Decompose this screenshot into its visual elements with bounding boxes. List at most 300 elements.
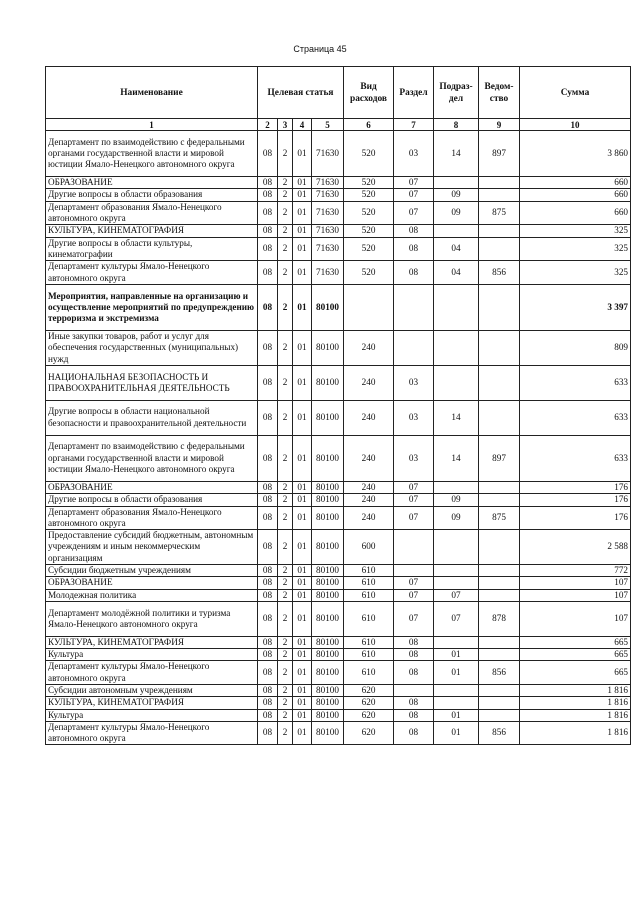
section-cell: 08 <box>394 661 434 685</box>
row-name: Субсидии бюджетным учреждениям <box>46 564 258 576</box>
amount-cell: 107 <box>520 589 631 601</box>
table-row <box>46 189 631 201</box>
section-cell: 08 <box>394 237 434 261</box>
row-name: Другие вопросы в области национальной безопасности и правоохранительной деятельности <box>46 400 258 435</box>
amount-cell: 660 <box>520 189 631 201</box>
department-cell <box>479 649 520 661</box>
target-code-3: 01 <box>293 261 312 285</box>
amount-cell: 633 <box>520 400 631 435</box>
subsection-cell <box>434 564 479 576</box>
target-code-1: 08 <box>258 661 278 685</box>
subsection-cell <box>434 365 479 400</box>
department-cell: 878 <box>479 601 520 636</box>
target-code-4: 80100 <box>312 530 344 565</box>
subsection-cell <box>434 331 479 366</box>
department-cell <box>479 400 520 435</box>
row-name: Департамент культуры Ямало-Ненецкого автономного округа <box>46 721 258 745</box>
header-target: Целевая статья <box>258 67 344 119</box>
target-code-2: 2 <box>278 577 293 589</box>
expense-type-cell: 610 <box>344 564 394 576</box>
target-code-2: 2 <box>278 131 293 177</box>
header-section: Раздел <box>394 67 434 119</box>
table-row <box>46 201 631 225</box>
row-name: Молодежная политика <box>46 589 258 601</box>
target-code-2: 2 <box>278 530 293 565</box>
column-number: 6 <box>344 119 394 131</box>
department-cell: 856 <box>479 661 520 685</box>
target-code-4: 80100 <box>312 649 344 661</box>
table-row <box>46 564 631 576</box>
target-code-4: 80100 <box>312 661 344 685</box>
row-name: Иные закупки товаров, работ и услуг для обеспечения государственных (муниципальных) нужд <box>46 331 258 366</box>
target-code-4: 80100 <box>312 721 344 745</box>
row-name: Другие вопросы в области образования <box>46 189 258 201</box>
section-cell: 07 <box>394 177 434 189</box>
target-code-4: 80100 <box>312 684 344 696</box>
row-name: КУЛЬТУРА, КИНЕМАТОГРАФИЯ <box>46 225 258 237</box>
target-code-4: 71630 <box>312 237 344 261</box>
target-code-1: 08 <box>258 649 278 661</box>
target-code-1: 08 <box>258 284 278 330</box>
header-subsection: Подраз-дел <box>434 67 479 119</box>
amount-cell: 665 <box>520 636 631 648</box>
subsection-cell: 01 <box>434 721 479 745</box>
target-code-4: 80100 <box>312 709 344 721</box>
table-row <box>46 601 631 636</box>
section-cell <box>394 684 434 696</box>
target-code-1: 08 <box>258 131 278 177</box>
amount-cell: 665 <box>520 649 631 661</box>
table-row <box>46 506 631 530</box>
header-row <box>46 67 631 119</box>
row-name: Другие вопросы в области культуры, кинематографии <box>46 237 258 261</box>
expense-type-cell: 620 <box>344 709 394 721</box>
target-code-2: 2 <box>278 601 293 636</box>
amount-cell: 325 <box>520 261 631 285</box>
column-number: 10 <box>520 119 631 131</box>
target-code-3: 01 <box>293 331 312 366</box>
header-amount: Сумма <box>520 67 631 119</box>
expense-type-cell: 240 <box>344 331 394 366</box>
section-cell <box>394 530 434 565</box>
section-cell: 08 <box>394 649 434 661</box>
target-code-2: 2 <box>278 506 293 530</box>
target-code-2: 2 <box>278 435 293 481</box>
department-cell <box>479 177 520 189</box>
subsection-cell: 01 <box>434 649 479 661</box>
expense-type-cell: 610 <box>344 577 394 589</box>
amount-cell: 660 <box>520 177 631 189</box>
target-code-3: 01 <box>293 649 312 661</box>
target-code-2: 2 <box>278 494 293 506</box>
target-code-3: 01 <box>293 721 312 745</box>
target-code-4: 80100 <box>312 589 344 601</box>
section-cell: 08 <box>394 261 434 285</box>
row-name: Департамент образования Ямало-Ненецкого автономного округа <box>46 201 258 225</box>
target-code-3: 01 <box>293 697 312 709</box>
column-number: 4 <box>293 119 312 131</box>
expense-type-cell: 520 <box>344 189 394 201</box>
target-code-1: 08 <box>258 530 278 565</box>
table-row <box>46 709 631 721</box>
target-code-4: 71630 <box>312 189 344 201</box>
target-code-1: 08 <box>258 177 278 189</box>
department-cell: 875 <box>479 201 520 225</box>
department-cell <box>479 365 520 400</box>
column-number: 5 <box>312 119 344 131</box>
section-cell: 03 <box>394 435 434 481</box>
amount-cell: 1 816 <box>520 721 631 745</box>
amount-cell: 176 <box>520 506 631 530</box>
header-expense-type: Вид расходов <box>344 67 394 119</box>
table-row <box>46 177 631 189</box>
section-cell: 03 <box>394 365 434 400</box>
target-code-4: 80100 <box>312 400 344 435</box>
target-code-3: 01 <box>293 284 312 330</box>
row-name: ОБРАЗОВАНИЕ <box>46 177 258 189</box>
row-name: КУЛЬТУРА, КИНЕМАТОГРАФИЯ <box>46 636 258 648</box>
section-cell: 03 <box>394 131 434 177</box>
row-name: КУЛЬТУРА, КИНЕМАТОГРАФИЯ <box>46 697 258 709</box>
target-code-1: 08 <box>258 636 278 648</box>
target-code-2: 2 <box>278 709 293 721</box>
department-cell <box>479 189 520 201</box>
amount-cell: 3 860 <box>520 131 631 177</box>
amount-cell: 325 <box>520 225 631 237</box>
target-code-1: 08 <box>258 435 278 481</box>
expense-type-cell: 610 <box>344 589 394 601</box>
table-row <box>46 435 631 481</box>
header-name: Наименование <box>46 67 258 119</box>
target-code-1: 08 <box>258 506 278 530</box>
target-code-4: 80100 <box>312 435 344 481</box>
section-cell <box>394 331 434 366</box>
target-code-3: 01 <box>293 435 312 481</box>
target-code-1: 08 <box>258 225 278 237</box>
row-name: Департамент культуры Ямало-Ненецкого автономного округа <box>46 661 258 685</box>
department-cell <box>479 284 520 330</box>
target-code-2: 2 <box>278 189 293 201</box>
subsection-cell: 09 <box>434 506 479 530</box>
target-code-3: 01 <box>293 661 312 685</box>
subsection-cell: 04 <box>434 237 479 261</box>
department-cell <box>479 577 520 589</box>
target-code-1: 08 <box>258 400 278 435</box>
expense-type-cell: 620 <box>344 684 394 696</box>
amount-cell: 2 588 <box>520 530 631 565</box>
target-code-1: 08 <box>258 709 278 721</box>
amount-cell: 3 397 <box>520 284 631 330</box>
target-code-2: 2 <box>278 237 293 261</box>
section-cell: 08 <box>394 636 434 648</box>
target-code-3: 01 <box>293 131 312 177</box>
expense-type-cell: 520 <box>344 201 394 225</box>
target-code-3: 01 <box>293 177 312 189</box>
target-code-1: 08 <box>258 189 278 201</box>
target-code-2: 2 <box>278 481 293 493</box>
subsection-cell: 09 <box>434 189 479 201</box>
subsection-cell <box>434 697 479 709</box>
target-code-4: 80100 <box>312 331 344 366</box>
target-code-1: 08 <box>258 684 278 696</box>
department-cell <box>479 494 520 506</box>
target-code-2: 2 <box>278 636 293 648</box>
target-code-4: 80100 <box>312 697 344 709</box>
row-name: Культура <box>46 709 258 721</box>
target-code-1: 08 <box>258 494 278 506</box>
target-code-1: 08 <box>258 201 278 225</box>
subsection-cell: 09 <box>434 201 479 225</box>
subsection-cell <box>434 530 479 565</box>
target-code-3: 01 <box>293 494 312 506</box>
page-header: Страница 45 <box>293 44 347 54</box>
expense-type-cell: 520 <box>344 177 394 189</box>
table-row <box>46 365 631 400</box>
section-cell: 07 <box>394 601 434 636</box>
target-code-2: 2 <box>278 649 293 661</box>
expense-type-cell: 610 <box>344 601 394 636</box>
table-row <box>46 721 631 745</box>
amount-cell: 176 <box>520 494 631 506</box>
expense-type-cell: 620 <box>344 697 394 709</box>
section-cell: 08 <box>394 697 434 709</box>
amount-cell: 107 <box>520 577 631 589</box>
subsection-cell <box>434 284 479 330</box>
target-code-3: 01 <box>293 530 312 565</box>
target-code-3: 01 <box>293 564 312 576</box>
amount-cell: 633 <box>520 435 631 481</box>
table-row <box>46 131 631 177</box>
section-cell <box>394 284 434 330</box>
row-name: ОБРАЗОВАНИЕ <box>46 481 258 493</box>
expense-type-cell: 520 <box>344 261 394 285</box>
department-cell <box>479 530 520 565</box>
table-row <box>46 684 631 696</box>
row-name: Предоставление субсидий бюджетным, автономным учреждениям и иным некоммерческим организациям <box>46 530 258 565</box>
amount-cell: 633 <box>520 365 631 400</box>
section-cell: 08 <box>394 721 434 745</box>
target-code-1: 08 <box>258 331 278 366</box>
target-code-4: 80100 <box>312 564 344 576</box>
department-cell: 897 <box>479 435 520 481</box>
target-code-2: 2 <box>278 177 293 189</box>
department-cell: 875 <box>479 506 520 530</box>
section-cell: 07 <box>394 481 434 493</box>
target-code-2: 2 <box>278 589 293 601</box>
amount-cell: 325 <box>520 237 631 261</box>
expense-type-cell <box>344 284 394 330</box>
table-row <box>46 636 631 648</box>
expense-type-cell: 240 <box>344 494 394 506</box>
subsection-cell: 07 <box>434 589 479 601</box>
department-cell: 856 <box>479 261 520 285</box>
row-name: Департамент по взаимодействию с федеральными органами государственной власти и мировой юстиции Ямало-Ненецкого автономного округа <box>46 131 258 177</box>
expense-type-cell: 240 <box>344 365 394 400</box>
target-code-1: 08 <box>258 697 278 709</box>
target-code-4: 71630 <box>312 131 344 177</box>
target-code-2: 2 <box>278 331 293 366</box>
subsection-cell: 14 <box>434 131 479 177</box>
target-code-2: 2 <box>278 400 293 435</box>
target-code-2: 2 <box>278 225 293 237</box>
target-code-1: 08 <box>258 365 278 400</box>
section-cell: 07 <box>394 589 434 601</box>
target-code-2: 2 <box>278 201 293 225</box>
department-cell <box>479 709 520 721</box>
row-name: Департамент молодёжной политики и туризма Ямало-Ненецкого автономного округа <box>46 601 258 636</box>
row-name: Культура <box>46 649 258 661</box>
expense-type-cell: 610 <box>344 636 394 648</box>
row-name: ОБРАЗОВАНИЕ <box>46 577 258 589</box>
target-code-4: 80100 <box>312 481 344 493</box>
target-code-3: 01 <box>293 225 312 237</box>
target-code-1: 08 <box>258 589 278 601</box>
target-code-3: 01 <box>293 709 312 721</box>
amount-cell: 660 <box>520 201 631 225</box>
target-code-3: 01 <box>293 237 312 261</box>
target-code-4: 80100 <box>312 506 344 530</box>
table-row <box>46 530 631 565</box>
department-cell <box>479 481 520 493</box>
expense-type-cell: 240 <box>344 481 394 493</box>
target-code-3: 01 <box>293 365 312 400</box>
target-code-1: 08 <box>258 577 278 589</box>
expense-type-cell: 240 <box>344 400 394 435</box>
row-name: Департамент образования Ямало-Ненецкого автономного округа <box>46 506 258 530</box>
department-cell <box>479 589 520 601</box>
target-code-4: 80100 <box>312 577 344 589</box>
table-row <box>46 225 631 237</box>
subsection-cell <box>434 636 479 648</box>
target-code-3: 01 <box>293 589 312 601</box>
target-code-2: 2 <box>278 661 293 685</box>
target-code-2: 2 <box>278 697 293 709</box>
subsection-cell <box>434 177 479 189</box>
section-cell: 07 <box>394 577 434 589</box>
amount-cell: 1 816 <box>520 709 631 721</box>
expense-type-cell: 240 <box>344 506 394 530</box>
section-cell <box>394 564 434 576</box>
section-cell: 07 <box>394 494 434 506</box>
column-number: 7 <box>394 119 434 131</box>
table-row <box>46 649 631 661</box>
subsection-cell: 07 <box>434 601 479 636</box>
target-code-2: 2 <box>278 721 293 745</box>
target-code-3: 01 <box>293 481 312 493</box>
amount-cell: 1 816 <box>520 697 631 709</box>
amount-cell: 1 816 <box>520 684 631 696</box>
department-cell <box>479 684 520 696</box>
target-code-2: 2 <box>278 365 293 400</box>
section-cell: 08 <box>394 225 434 237</box>
target-code-4: 80100 <box>312 601 344 636</box>
subsection-cell: 01 <box>434 709 479 721</box>
target-code-4: 80100 <box>312 365 344 400</box>
target-code-1: 08 <box>258 261 278 285</box>
department-cell <box>479 237 520 261</box>
expense-type-cell: 520 <box>344 237 394 261</box>
subsection-cell: 14 <box>434 435 479 481</box>
target-code-3: 01 <box>293 684 312 696</box>
target-code-3: 01 <box>293 201 312 225</box>
expense-type-cell: 240 <box>344 435 394 481</box>
table-row <box>46 661 631 685</box>
department-cell <box>479 697 520 709</box>
expense-type-cell: 520 <box>344 225 394 237</box>
expense-type-cell: 610 <box>344 649 394 661</box>
target-code-3: 01 <box>293 506 312 530</box>
budget-table <box>45 66 631 745</box>
department-cell <box>479 225 520 237</box>
subsection-cell: 01 <box>434 661 479 685</box>
column-number-row <box>46 119 631 131</box>
department-cell: 856 <box>479 721 520 745</box>
table-row <box>46 284 631 330</box>
section-cell: 08 <box>394 709 434 721</box>
amount-cell: 665 <box>520 661 631 685</box>
department-cell <box>479 331 520 366</box>
target-code-3: 01 <box>293 636 312 648</box>
table-row <box>46 237 631 261</box>
target-code-4: 80100 <box>312 494 344 506</box>
amount-cell: 809 <box>520 331 631 366</box>
target-code-2: 2 <box>278 684 293 696</box>
table-row <box>46 577 631 589</box>
target-code-3: 01 <box>293 601 312 636</box>
column-number: 2 <box>258 119 278 131</box>
department-cell <box>479 564 520 576</box>
expense-type-cell: 600 <box>344 530 394 565</box>
row-name: Мероприятия, направленные на организацию и осуществление мероприятий по предупреждению терроризма и экстремизма <box>46 284 258 330</box>
target-code-4: 71630 <box>312 261 344 285</box>
target-code-2: 2 <box>278 261 293 285</box>
subsection-cell: 04 <box>434 261 479 285</box>
target-code-3: 01 <box>293 400 312 435</box>
row-name: НАЦИОНАЛЬНАЯ БЕЗОПАСНОСТЬ И ПРАВООХРАНИТЕЛЬНАЯ ДЕЯТЕЛЬНОСТЬ <box>46 365 258 400</box>
target-code-4: 80100 <box>312 284 344 330</box>
table-row <box>46 589 631 601</box>
department-cell: 897 <box>479 131 520 177</box>
section-cell: 07 <box>394 189 434 201</box>
amount-cell: 772 <box>520 564 631 576</box>
subsection-cell: 09 <box>434 494 479 506</box>
subsection-cell <box>434 684 479 696</box>
table-body <box>46 131 631 745</box>
expense-type-cell: 520 <box>344 131 394 177</box>
section-cell: 07 <box>394 506 434 530</box>
target-code-4: 71630 <box>312 225 344 237</box>
target-code-1: 08 <box>258 564 278 576</box>
amount-cell: 176 <box>520 481 631 493</box>
column-number: 3 <box>278 119 293 131</box>
table-row <box>46 400 631 435</box>
row-name: Департамент по взаимодействию с федеральными органами государственной власти и мировой юстиции Ямало-Ненецкого автономного округа <box>46 435 258 481</box>
target-code-1: 08 <box>258 601 278 636</box>
expense-type-cell: 620 <box>344 721 394 745</box>
table-row <box>46 261 631 285</box>
target-code-1: 08 <box>258 237 278 261</box>
section-cell: 07 <box>394 201 434 225</box>
table-row <box>46 494 631 506</box>
target-code-2: 2 <box>278 284 293 330</box>
header-department: Ведом-ство <box>479 67 520 119</box>
target-code-4: 71630 <box>312 177 344 189</box>
subsection-cell <box>434 577 479 589</box>
target-code-2: 2 <box>278 564 293 576</box>
target-code-3: 01 <box>293 577 312 589</box>
column-number: 8 <box>434 119 479 131</box>
subsection-cell <box>434 225 479 237</box>
